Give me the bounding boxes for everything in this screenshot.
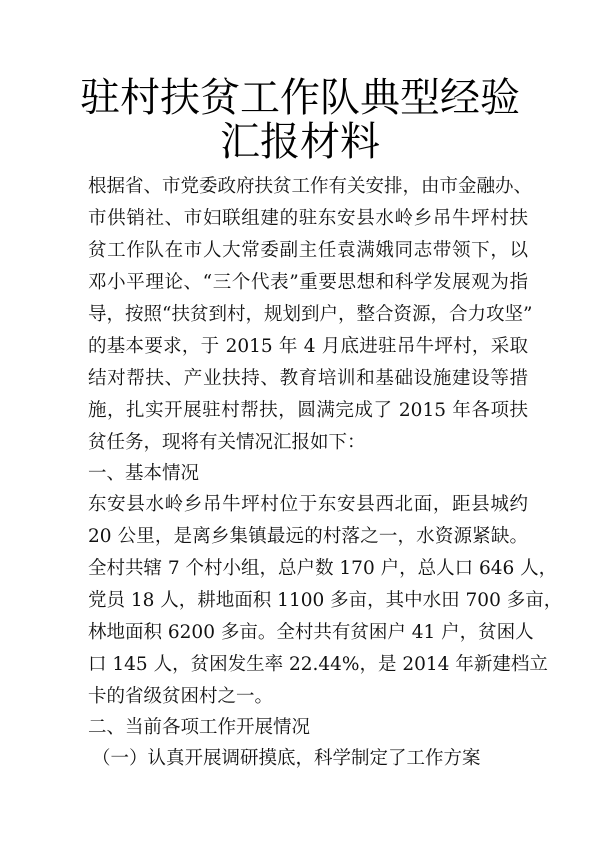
intro-line: 导，按照“扶贫到村，规划到户，整合资源，合力攻坚” <box>88 304 533 325</box>
intro-line: 施，扎实开展驻村帮扶，圆满完成了 2015 年各项扶 <box>88 400 528 421</box>
intro-line: 市供销社、市妇联组建的驻东安县水岭乡吊牛坪村扶 <box>88 208 528 229</box>
section1-line: 20 公里，是离乡集镇最远的村落之一，水资源紧缺。 <box>88 526 528 547</box>
subsection-heading-survey: （一）认真开展调研摸底，科学制定了工作方案 <box>92 748 481 769</box>
section1-line: 党员 18 人，耕地面积 1100 多亩，其中水田 700 多亩， <box>88 590 563 611</box>
section1-line: 林地面积 6200 多亩。全村共有贫困户 41 户，贫困人 <box>88 622 534 643</box>
section-heading-basic-info: 一、基本情况 <box>88 463 200 484</box>
intro-line: 邓小平理论、“三个代表”重要思想和科学发展观为指 <box>88 272 528 293</box>
section1-line: 东安县水岭乡吊牛坪村位于东安县西北面，距县城约 <box>88 494 528 515</box>
intro-line: 贫任务，现将有关情况汇报如下： <box>88 432 366 453</box>
section1-line: 卡的省级贫困村之一。 <box>88 686 274 707</box>
document-title-line-2: 汇报材料 <box>220 119 380 165</box>
intro-line: 贫工作队在市人大常委副主任袁满娥同志带领下，以 <box>88 240 528 261</box>
intro-line: 结对帮扶、产业扶持、教育培训和基础设施建设等措 <box>88 368 528 389</box>
section1-line: 全村共辖 7 个村小组，总户数 170 户，总人口 646 人， <box>88 558 558 579</box>
section1-line: 口 145 人，贫困发生率 22.44%，是 2014 年新建档立 <box>88 654 548 675</box>
intro-line: 的基本要求，于 2015 年 4 月底进驻吊牛坪村，采取 <box>88 336 528 357</box>
document-title-line-1: 驻村扶贫工作队典型经验 <box>80 75 520 121</box>
intro-line: 根据省、市党委政府扶贫工作有关安排，由市金融办、 <box>88 176 533 197</box>
section-heading-current-work: 二、当前各项工作开展情况 <box>88 717 311 738</box>
